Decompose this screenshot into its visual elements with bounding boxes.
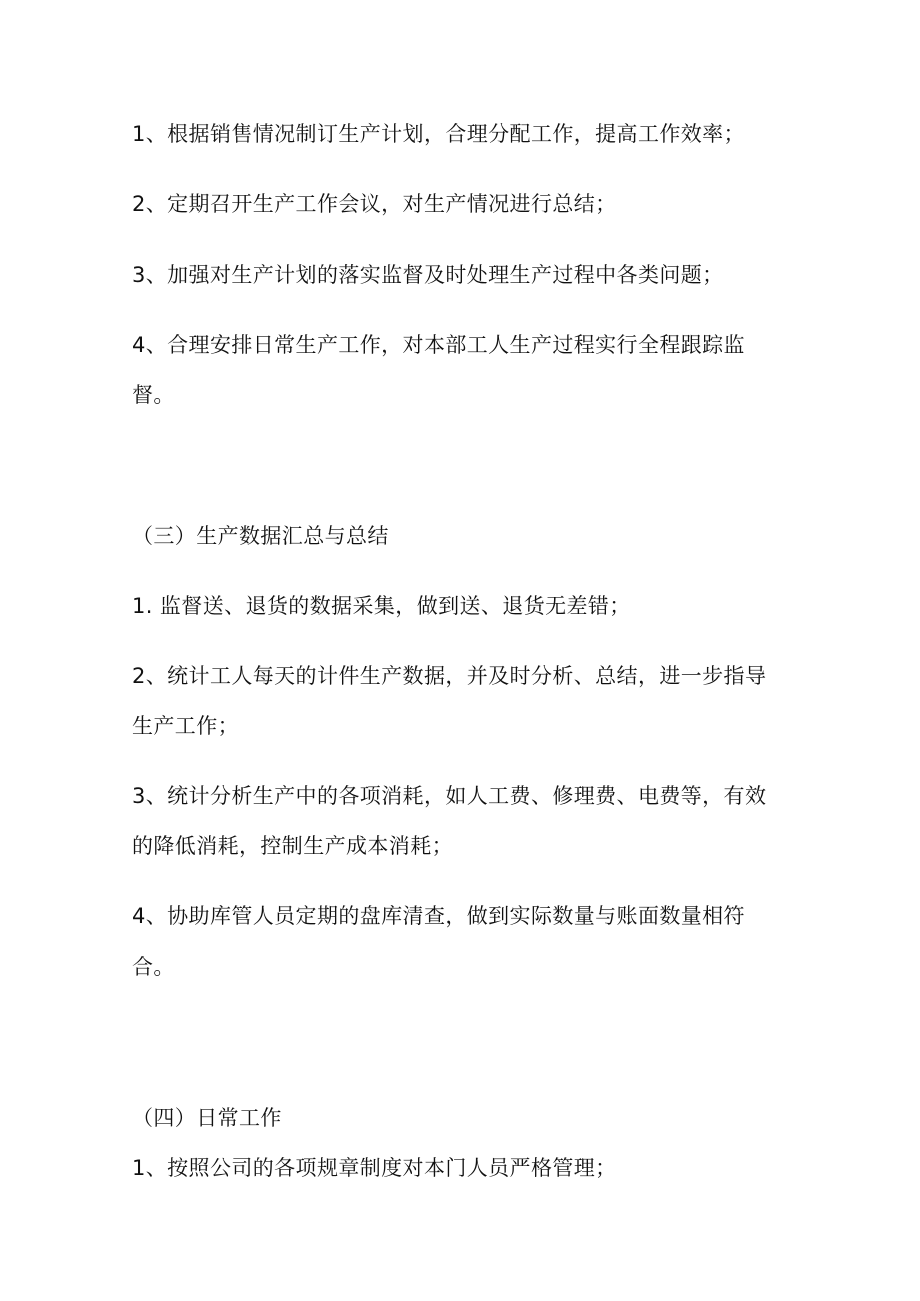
section3-item-2-line-2: 生产工作； bbox=[132, 714, 239, 738]
section2-item-4-line-1: 4、合理安排日常生产工作，对本部工人生产过程实行全程跟踪监 bbox=[132, 333, 745, 357]
section3-item-2-line-1: 2、统计工人每天的计件生产数据，并及时分析、总结，进一步指导 bbox=[132, 664, 767, 688]
section3-item-3-line-1: 3、统计分析生产中的各项消耗，如人工费、修理费、电费等，有效 bbox=[132, 784, 767, 808]
section2-item-2-line-1: 2、定期召开生产工作会议，对生产情况进行总结； bbox=[132, 192, 617, 216]
section3-item-4-line-2: 合。 bbox=[132, 955, 175, 979]
section2-item-3-line-1: 3、加强对生产计划的落实监督及时处理生产过程中各类问题； bbox=[132, 263, 724, 287]
section2-item-1-line-1: 1、根据销售情况制订生产计划，合理分配工作，提高工作效率； bbox=[132, 122, 745, 146]
section4-heading: （四）日常工作 bbox=[132, 1106, 282, 1130]
section3-heading: （三）生产数据汇总与总结 bbox=[132, 524, 389, 548]
section3-item-4-line-1: 4、协助库管人员定期的盘库清查，做到实际数量与账面数量相符 bbox=[132, 904, 745, 928]
section3-item-3-line-2: 的降低消耗，控制生产成本消耗； bbox=[132, 834, 453, 858]
section4-item-1-line-1: 1、按照公司的各项规章制度对本门人员严格管理； bbox=[132, 1156, 617, 1180]
section2-item-4-line-2: 督。 bbox=[132, 383, 175, 407]
section3-item-1-line-1: 1. 监督送、退货的数据采集，做到送、退货无差错； bbox=[132, 594, 631, 618]
